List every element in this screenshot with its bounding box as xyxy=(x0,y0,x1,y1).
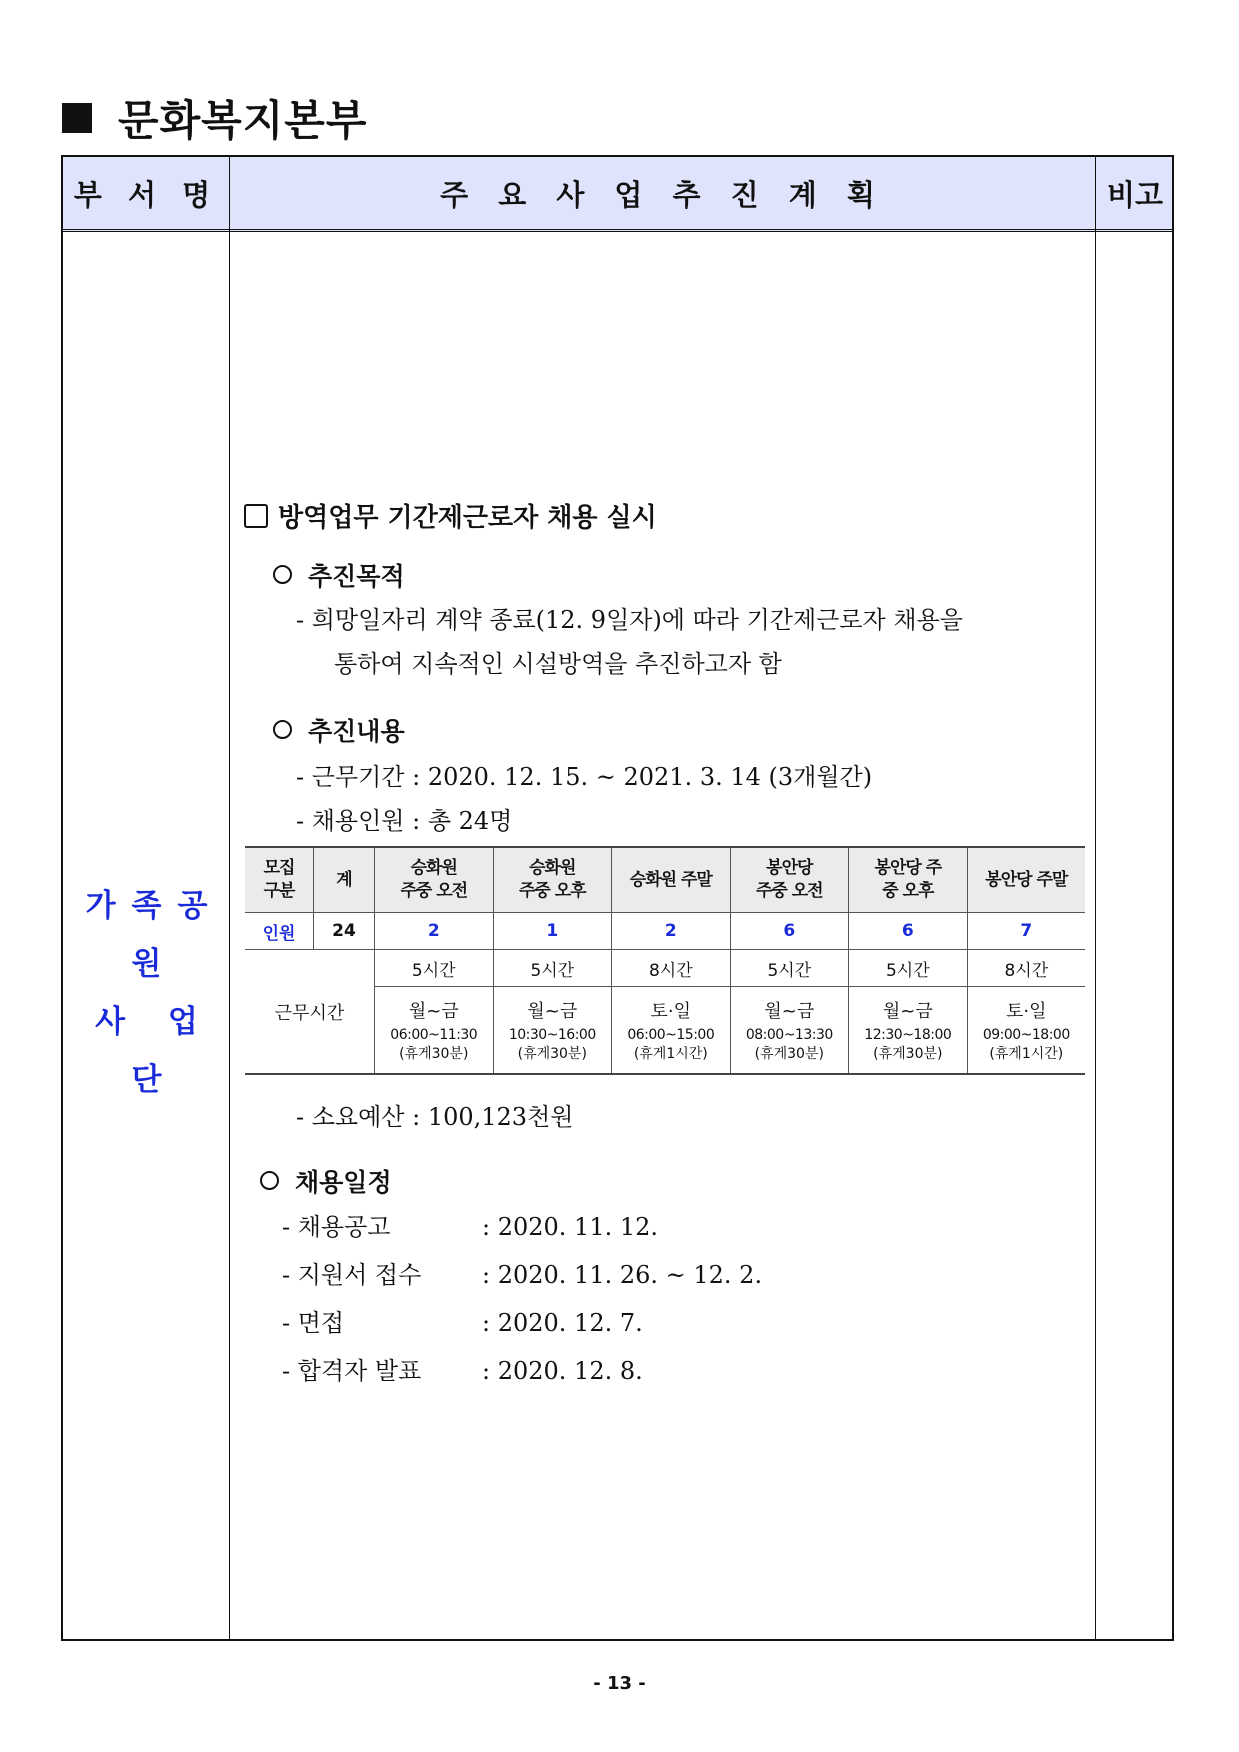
table-header-row xyxy=(245,847,1085,913)
header-dept: 부 서 명 xyxy=(73,177,219,212)
header-col-4: 봉안당 주중 오전 xyxy=(730,847,849,913)
section-title: 문화복지본부 xyxy=(62,88,367,148)
header-col-5: 봉안당 주 중 오후 xyxy=(849,847,968,913)
work-period: - 근무기간 : 2020. 12. 15. ~ 2021. 3. 14 (3개월간) xyxy=(296,763,873,791)
budget: - 소요예산 : 100,123천원 xyxy=(296,1103,574,1131)
time-col-1: 월~금 06:00~11:30 (휴게30분) xyxy=(375,987,494,1075)
schedule-item: - 채용공고 : 2020. 11. 12. xyxy=(282,1213,659,1241)
header-col-1: 승화원 주중 오전 xyxy=(375,847,494,913)
count-col-4: 6 xyxy=(730,913,849,950)
purpose-heading: 추진목적 xyxy=(273,557,405,593)
time-col-6: 토·일 09:00~18:00 (휴게1시간) xyxy=(967,987,1085,1075)
header-plan: 주 요 사 업 추 진 계 획 xyxy=(440,177,885,212)
circle-bullet-icon xyxy=(273,565,292,584)
black-square-icon xyxy=(62,103,92,133)
department-name: 가족공원 사 업 단 xyxy=(85,888,224,1098)
count-col-1: 2 xyxy=(375,913,494,950)
hours-col-6: 8시간 xyxy=(967,950,1085,987)
schedule-item: - 지원서 접수 : 2020. 11. 26. ~ 12. 2. xyxy=(282,1261,763,1289)
header-col-6: 봉안당 주말 xyxy=(967,847,1085,913)
purpose-line-1: - 희망일자리 계약 종료(12. 9일자)에 따라 기간제근로자 채용을 xyxy=(296,606,963,634)
hours-col-3: 8시간 xyxy=(612,950,731,987)
count-label: 인원 xyxy=(245,913,314,950)
count-col-2: 1 xyxy=(493,913,612,950)
header-total: 계 xyxy=(314,847,375,913)
hours-col-4: 5시간 xyxy=(730,950,849,987)
table-row-hours xyxy=(245,950,1085,987)
circle-bullet-icon xyxy=(273,720,292,739)
time-col-3: 토·일 06:00~15:00 (휴게1시간) xyxy=(612,987,731,1075)
column-divider-right xyxy=(1095,157,1096,1639)
time-col-5: 월~금 12:30~18:00 (휴게30분) xyxy=(849,987,968,1075)
hours-col-5: 5시간 xyxy=(849,950,968,987)
project-title: 방역업무 기간제근로자 채용 실시 xyxy=(244,497,657,534)
header-col-3: 승화원 주말 xyxy=(612,847,731,913)
hours-col-1: 5시간 xyxy=(375,950,494,987)
checkbox-square-icon xyxy=(244,504,268,528)
table-row-count xyxy=(245,913,1085,950)
header-remark: 비고 xyxy=(1106,177,1164,212)
time-col-2: 월~금 10:30~16:00 (휴게30분) xyxy=(493,987,612,1075)
content-heading: 추진내용 xyxy=(273,712,405,748)
time-col-4: 월~금 08:00~13:30 (휴게30분) xyxy=(730,987,849,1075)
count-col-6: 7 xyxy=(967,913,1085,950)
page-number: - 13 - xyxy=(593,1673,646,1694)
recruitment-table xyxy=(245,846,1085,1075)
count-col-5: 6 xyxy=(849,913,968,950)
header-col-2: 승화원 주중 오후 xyxy=(493,847,612,913)
schedule-item: - 면접 : 2020. 12. 7. xyxy=(282,1309,643,1337)
hours-col-2: 5시간 xyxy=(493,950,612,987)
hours-label: 근무시간 xyxy=(245,950,375,1075)
count-col-3: 2 xyxy=(612,913,731,950)
schedule-item: - 합격자 발표 : 2020. 12. 8. xyxy=(282,1357,643,1385)
purpose-line-2: 통하여 지속적인 시설방역을 추진하고자 함 xyxy=(334,650,782,678)
schedule-heading: 채용일정 xyxy=(260,1163,392,1199)
count-total: 24 xyxy=(314,913,375,950)
circle-bullet-icon xyxy=(260,1171,279,1190)
header-group: 모집 구분 xyxy=(245,847,314,913)
headcount: - 채용인원 : 총 24명 xyxy=(296,807,513,835)
